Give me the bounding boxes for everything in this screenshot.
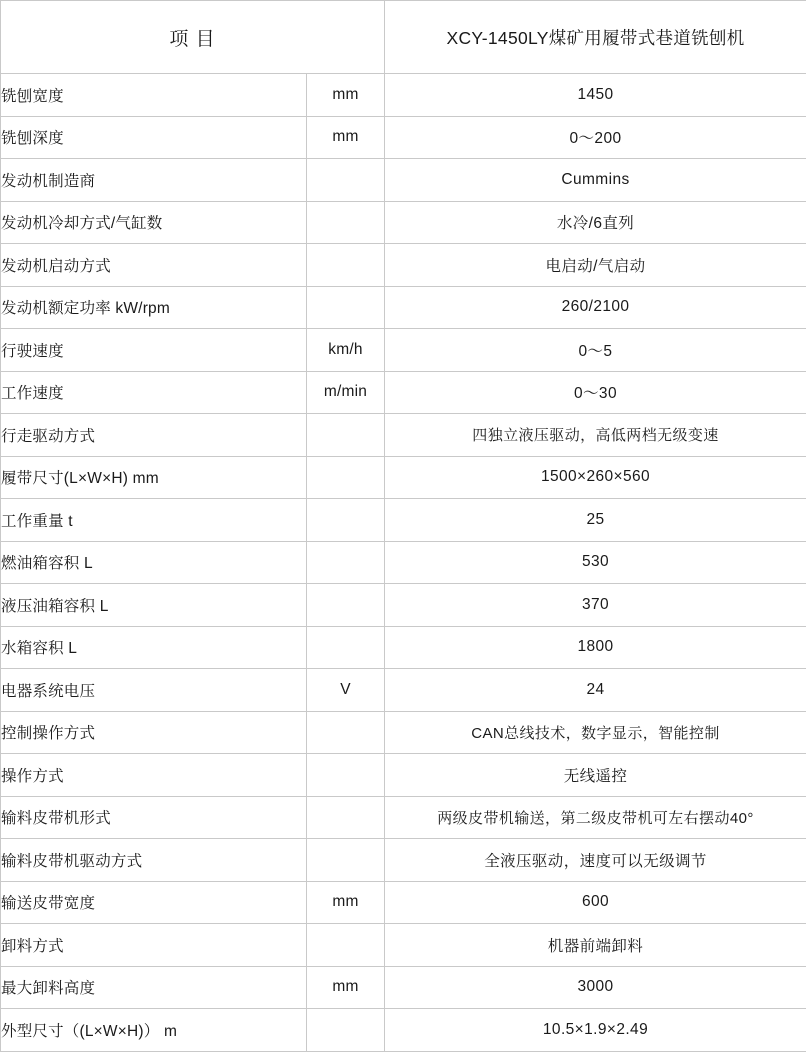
spec-value-cell	[385, 371, 806, 414]
spec-value-cell	[385, 754, 806, 797]
header-model-label: XCY-1450LY煤矿用履带式巷道铣刨机	[385, 1, 806, 74]
spec-value-cell	[385, 584, 806, 627]
header-item-label: 项 目	[1, 1, 385, 74]
spec-name-cell	[1, 329, 307, 372]
spec-value-cell	[385, 74, 806, 117]
table-row	[1, 456, 806, 499]
spec-name-label: 控制操作方式	[1, 725, 95, 742]
table-row	[1, 584, 806, 627]
table-row	[1, 881, 806, 924]
spec-value-label: 1500×260×560	[541, 468, 650, 485]
spec-name-cell	[1, 201, 307, 244]
spec-name-label: 行驶速度	[1, 343, 64, 360]
spec-name-cell	[1, 456, 307, 499]
spec-value-cell	[385, 499, 806, 542]
table-row	[1, 924, 806, 967]
spec-name-label: 操作方式	[1, 768, 64, 785]
spec-name-cell	[1, 839, 307, 882]
table-body	[1, 74, 806, 1052]
spec-name-cell	[1, 881, 307, 924]
table-row	[1, 286, 806, 329]
spec-name-label: 外型尺寸（(L×W×H)） m	[1, 1023, 177, 1040]
spec-unit-cell	[307, 286, 385, 329]
spec-unit-cell	[307, 924, 385, 967]
spec-unit-cell	[307, 244, 385, 287]
table-row	[1, 626, 806, 669]
spec-value-label: 全液压驱动，速度可以无级调节	[484, 853, 707, 870]
spec-value-label: 260/2100	[562, 298, 630, 315]
spec-name-cell	[1, 1009, 307, 1052]
table-row	[1, 201, 806, 244]
spec-unit-label: mm	[332, 978, 358, 995]
spec-unit-cell	[307, 74, 385, 117]
table-row	[1, 711, 806, 754]
spec-name-label: 最大卸料高度	[1, 980, 95, 997]
spec-value-label: 370	[582, 596, 609, 613]
spec-unit-cell	[307, 711, 385, 754]
spec-value-cell	[385, 839, 806, 882]
spec-value-label: 10.5×1.9×2.49	[543, 1021, 648, 1038]
spec-unit-cell	[307, 159, 385, 202]
spec-name-cell	[1, 371, 307, 414]
spec-name-label: 工作重量 t	[1, 513, 73, 530]
spec-unit-cell	[307, 371, 385, 414]
spec-unit-cell	[307, 626, 385, 669]
table-row	[1, 966, 806, 1009]
spec-value-cell	[385, 541, 806, 584]
spec-unit-cell	[307, 201, 385, 244]
spec-value-cell	[385, 711, 806, 754]
spec-unit-cell	[307, 116, 385, 159]
spec-name-label: 水箱容积 L	[1, 640, 77, 657]
spec-name-cell	[1, 669, 307, 712]
spec-value-cell	[385, 329, 806, 372]
spec-name-label: 发动机冷却方式/气缸数	[1, 215, 163, 232]
spec-name-label: 铣刨深度	[1, 130, 64, 147]
spec-value-cell	[385, 159, 806, 202]
spec-name-label: 燃油箱容积 L	[1, 555, 93, 572]
spec-name-cell	[1, 754, 307, 797]
spec-value-label: 1450	[577, 86, 613, 103]
spec-name-label: 工作速度	[1, 385, 64, 402]
spec-value-cell	[385, 1009, 806, 1052]
spec-unit-cell	[307, 796, 385, 839]
spec-unit-cell	[307, 414, 385, 457]
spec-value-label: 0～200	[570, 130, 622, 147]
table-header-row	[1, 1, 806, 74]
spec-name-cell	[1, 711, 307, 754]
spec-name-cell	[1, 796, 307, 839]
spec-value-label: 0～30	[574, 385, 617, 402]
table-row	[1, 329, 806, 372]
spec-unit-label: V	[340, 681, 351, 698]
spec-value-cell	[385, 456, 806, 499]
spec-name-cell	[1, 499, 307, 542]
spec-value-cell	[385, 924, 806, 967]
table-row	[1, 116, 806, 159]
table-row	[1, 669, 806, 712]
spec-name-cell	[1, 286, 307, 329]
spec-unit-cell	[307, 754, 385, 797]
spec-name-label: 行走驱动方式	[1, 428, 95, 445]
spec-value-label: 无线遥控	[564, 768, 628, 785]
spec-unit-cell	[307, 966, 385, 1009]
spec-name-cell	[1, 584, 307, 627]
spec-unit-cell	[307, 839, 385, 882]
spec-name-label: 发动机制造商	[1, 173, 95, 190]
spec-unit-cell	[307, 881, 385, 924]
spec-name-cell	[1, 244, 307, 287]
spec-value-cell	[385, 116, 806, 159]
table-row	[1, 159, 806, 202]
spec-name-label: 发动机启动方式	[1, 258, 111, 275]
spec-name-cell	[1, 74, 307, 117]
table-row	[1, 499, 806, 542]
spec-value-cell	[385, 966, 806, 1009]
spec-value-cell	[385, 626, 806, 669]
table-row	[1, 796, 806, 839]
spec-name-label: 输送皮带宽度	[1, 895, 95, 912]
spec-value-label: 四独立液压驱动，高低两档无级变速	[472, 427, 718, 444]
spec-value-label: 水冷/6直列	[557, 215, 634, 232]
spec-unit-label: km/h	[328, 341, 362, 358]
spec-name-label: 液压油箱容积 L	[1, 598, 109, 615]
spec-name-cell	[1, 116, 307, 159]
spec-name-cell	[1, 541, 307, 584]
table-row	[1, 839, 806, 882]
spec-name-label: 输料皮带机形式	[1, 810, 111, 827]
spec-unit-cell	[307, 456, 385, 499]
spec-name-label: 发动机额定功率 kW/rpm	[1, 300, 170, 317]
spec-value-label: 3000	[577, 978, 613, 995]
spec-unit-cell	[307, 499, 385, 542]
spec-value-label: 600	[582, 893, 609, 910]
spec-value-cell	[385, 244, 806, 287]
spec-value-label: CAN总线技术，数字显示，智能控制	[471, 725, 719, 742]
spec-name-label: 卸料方式	[1, 938, 64, 955]
spec-name-label: 电器系统电压	[1, 683, 95, 700]
spec-name-label: 履带尺寸(L×W×H) mm	[1, 470, 159, 487]
spec-value-label: 530	[582, 553, 609, 570]
spec-name-cell	[1, 966, 307, 1009]
spec-unit-label: m/min	[324, 383, 367, 400]
table-row	[1, 1009, 806, 1052]
table-row	[1, 754, 806, 797]
spec-value-cell	[385, 414, 806, 457]
spec-value-label: Cummins	[561, 171, 629, 188]
spec-value-cell	[385, 669, 806, 712]
spec-value-label: 两级皮带机输送，第二级皮带机可左右摆动40°	[437, 810, 754, 827]
spec-value-label: 25	[586, 511, 604, 528]
spec-value-cell	[385, 796, 806, 839]
spec-unit-cell	[307, 584, 385, 627]
spec-unit-label: mm	[332, 86, 358, 103]
spec-value-cell	[385, 286, 806, 329]
table-row	[1, 541, 806, 584]
spec-unit-cell	[307, 669, 385, 712]
spec-unit-cell	[307, 1009, 385, 1052]
spec-unit-label: mm	[332, 893, 358, 910]
spec-value-label: 电启动/气启动	[545, 258, 645, 275]
spec-value-label: 0～5	[579, 343, 613, 360]
spec-value-cell	[385, 201, 806, 244]
spec-name-cell	[1, 414, 307, 457]
spec-value-label: 机器前端卸料	[548, 938, 643, 955]
spec-value-label: 24	[586, 681, 604, 698]
table-row	[1, 414, 806, 457]
spec-value-cell	[385, 881, 806, 924]
spec-unit-cell	[307, 541, 385, 584]
spec-name-cell	[1, 159, 307, 202]
spec-name-label: 输料皮带机驱动方式	[1, 853, 142, 870]
spec-name-cell	[1, 924, 307, 967]
spec-unit-label: mm	[332, 128, 358, 145]
spec-unit-cell	[307, 329, 385, 372]
table-row	[1, 244, 806, 287]
spec-name-cell	[1, 626, 307, 669]
spec-name-label: 铣刨宽度	[1, 88, 64, 105]
spec-value-label: 1800	[577, 638, 613, 655]
table-row	[1, 371, 806, 414]
table-row	[1, 74, 806, 117]
